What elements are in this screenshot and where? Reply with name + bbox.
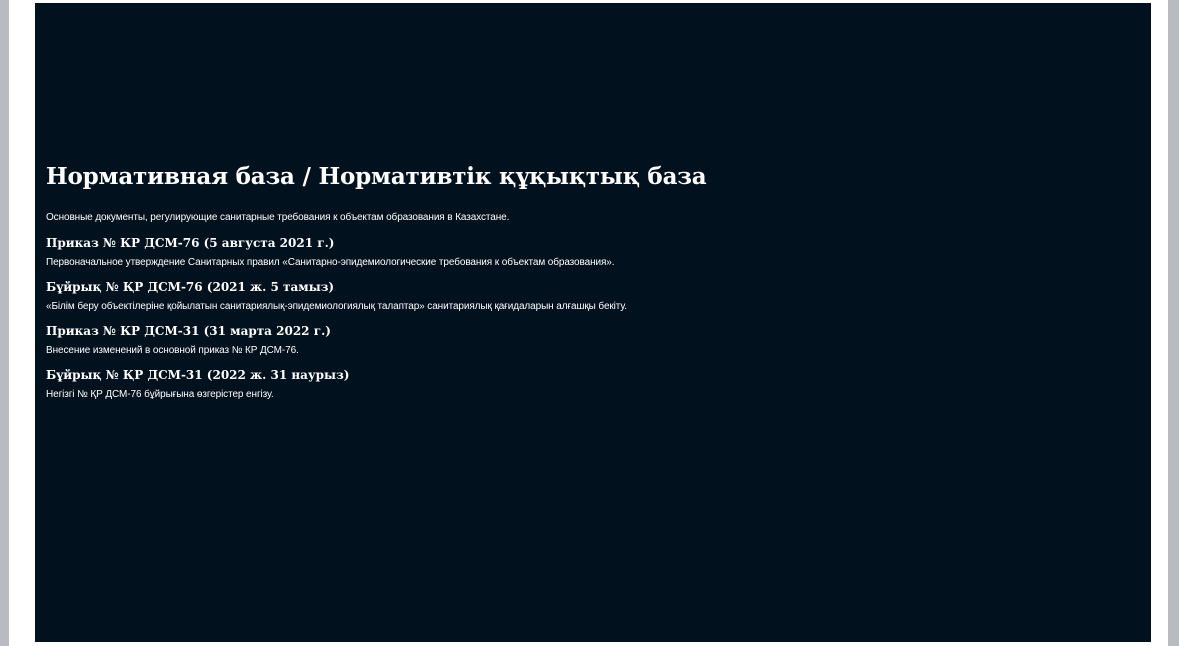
document-title: Бұйрық № ҚР ДСМ-76 (2021 ж. 5 тамыз) <box>46 280 335 294</box>
left-gutter <box>0 0 9 646</box>
document-title: Бұйрық № ҚР ДСМ-31 (2022 ж. 31 наурыз) <box>46 368 350 382</box>
document-description: «Білім беру объектілеріне қойылатын санитариялық-эпидемиологиялық талаптар» санитариялық қағидаларын алғашқы бекіту. <box>46 301 627 312</box>
document-description: Негізгі № ҚР ДСМ-76 бұйрығына өзгерістер енгізу. <box>46 389 274 400</box>
document-item <box>46 367 1136 401</box>
document-item <box>46 279 1136 313</box>
page-title: Нормативная база / Нормативтік құқықтық база <box>46 163 707 190</box>
document-title: Приказ № КР ДСМ-31 (31 марта 2022 г.) <box>46 324 331 338</box>
document-item <box>46 323 1136 357</box>
document-item <box>46 235 1136 269</box>
document-title: Приказ № КР ДСМ-76 (5 августа 2021 г.) <box>46 236 335 250</box>
document-description: Первоначальное утверждение Санитарных правил «Санитарно-эпидемиологические требования к объектам образования». <box>46 257 615 268</box>
regulatory-base-section <box>46 161 1136 411</box>
intro-text: Основные документы, регулирующие санитарные требования к объектам образования в Казахстане. <box>46 212 510 223</box>
regulatory-base-page <box>35 3 1151 642</box>
vertical-scrollbar[interactable] <box>1168 0 1179 646</box>
document-description: Внесение изменений в основной приказ № КР ДСМ-76. <box>46 345 299 356</box>
